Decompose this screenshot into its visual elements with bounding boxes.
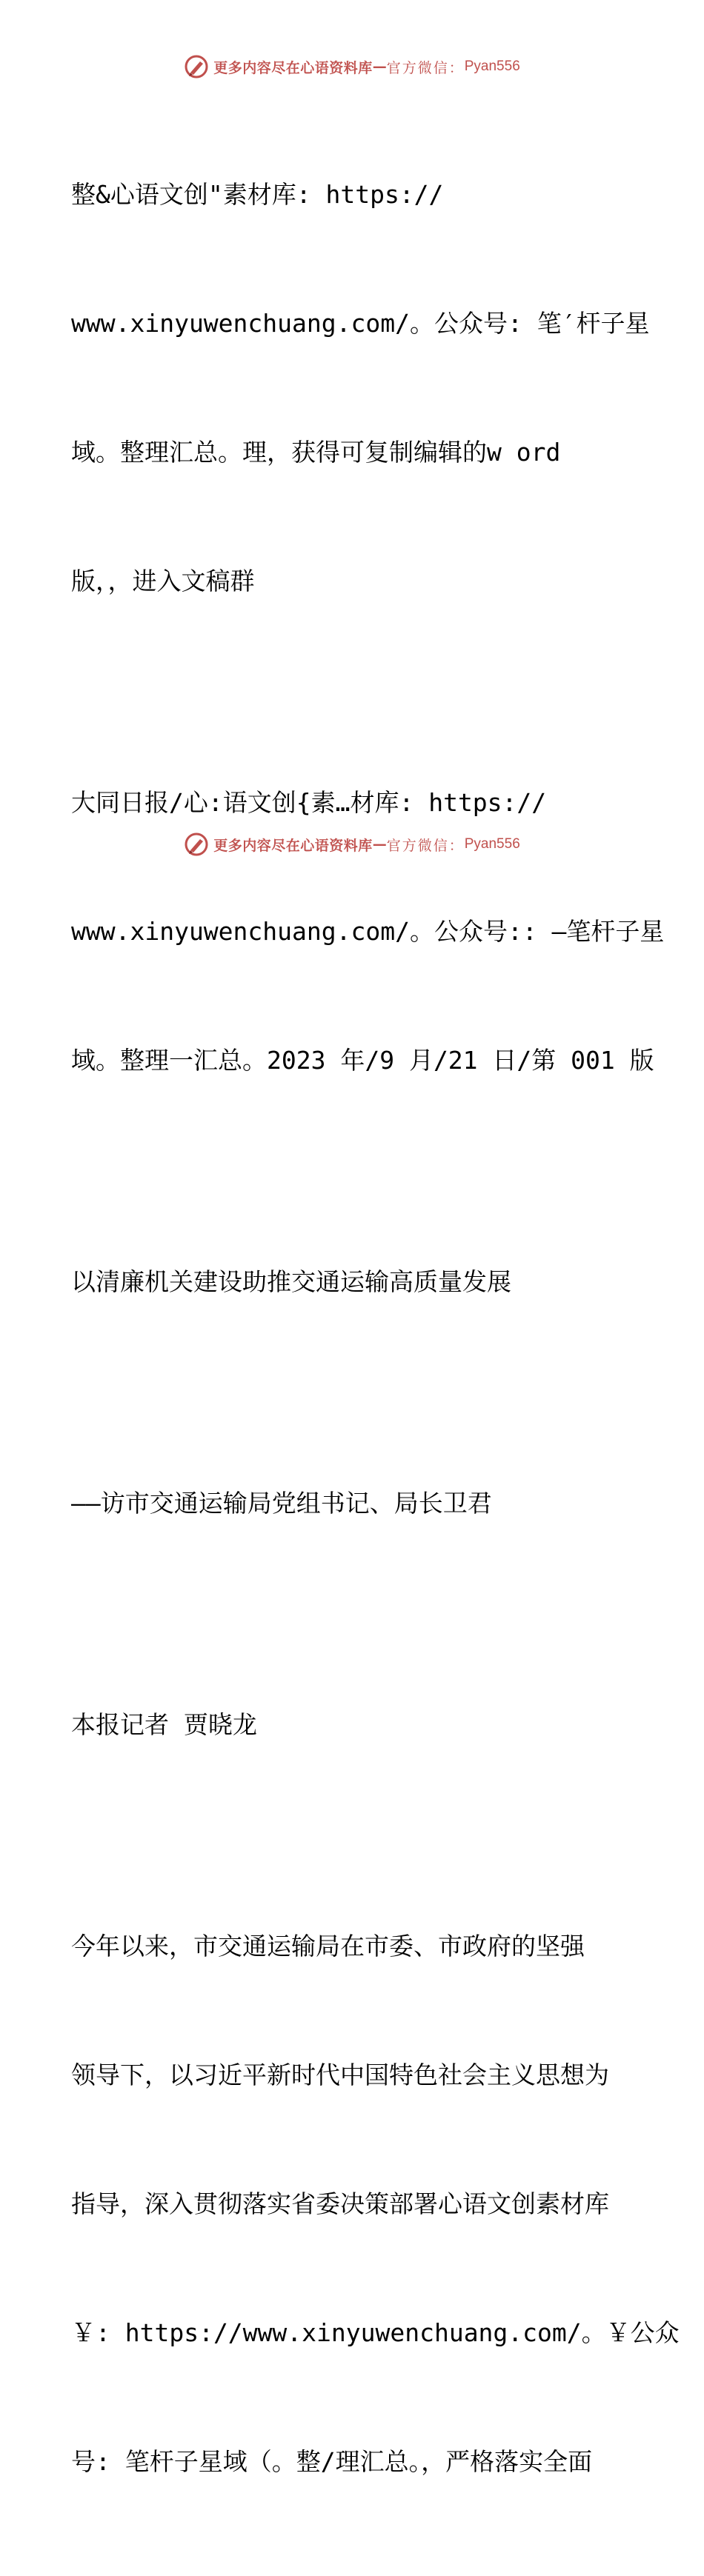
- text-line: 域。整理汇总。理，获得可复制编辑的w ord: [71, 438, 561, 467]
- text-line: 号: 笔杆子星域（。整/理汇总。，严格落实全面: [71, 2447, 593, 2476]
- text-line: 领导下，以习近平新时代中国特色社会主义思想为: [71, 2061, 609, 2089]
- pen-logo-icon: [184, 832, 209, 857]
- footer-watermark-banner: [0, 830, 704, 859]
- header-watermark-banner: [0, 52, 704, 81]
- banner-handle: Pyan556: [464, 59, 520, 74]
- document-body: [71, 87, 680, 2576]
- text-line: www.xinyuwenchuang.com/。公众号:: —笔杆子星: [71, 917, 665, 946]
- text-line: 域。整理一汇总。2023 年/9 月/21 日/第 001 版: [71, 1046, 654, 1075]
- banner-handle: Pyan556: [464, 836, 520, 852]
- text-line: 整&心语文创"素材库: https://: [71, 180, 444, 209]
- text-line: 本报记者 贾晓龙: [71, 1710, 257, 1739]
- article-subtitle: [71, 1396, 657, 1611]
- text-line: ——访市交通运输局党组书记、局长卫君: [71, 1489, 492, 1518]
- text-line: 指导，深入贯彻落实省委决策部署心语文创素材库: [71, 2189, 609, 2218]
- banner-main-text: 更多内容尽在心语资料库: [213, 837, 373, 854]
- text-line: 大同日报/心:语文创{素…材库: https://: [71, 788, 547, 817]
- banner-sub-text: 官方微信：: [386, 837, 465, 854]
- paragraph-source-note-2: [71, 695, 665, 1168]
- text-line: ￥: https://www.xinyuwenchuang.com/。￥公众: [71, 2318, 680, 2347]
- banner-separator: —: [372, 836, 387, 852]
- banner-sub-text: 官方微信：: [386, 59, 465, 76]
- text-line: 版，，进入文稿群: [71, 567, 255, 595]
- article-title: [71, 1175, 657, 1389]
- article-byline: [71, 1618, 657, 1832]
- text-line: 今年以来，市交通运输局在市委、市政府的坚强: [71, 1932, 585, 1961]
- banner-separator: —: [372, 59, 387, 75]
- text-line: 以清廉机关建设助推交通运输高质量发展: [71, 1267, 511, 1296]
- text-line: www.xinyuwenchuang.com/。公众号: 笔′杆子星: [71, 309, 650, 338]
- article-body-paragraph: [71, 1839, 680, 2569]
- banner-main-text: 更多内容尽在心语资料库: [213, 59, 373, 76]
- pen-logo-icon: [184, 54, 209, 79]
- paragraph-source-note-1: [71, 87, 657, 689]
